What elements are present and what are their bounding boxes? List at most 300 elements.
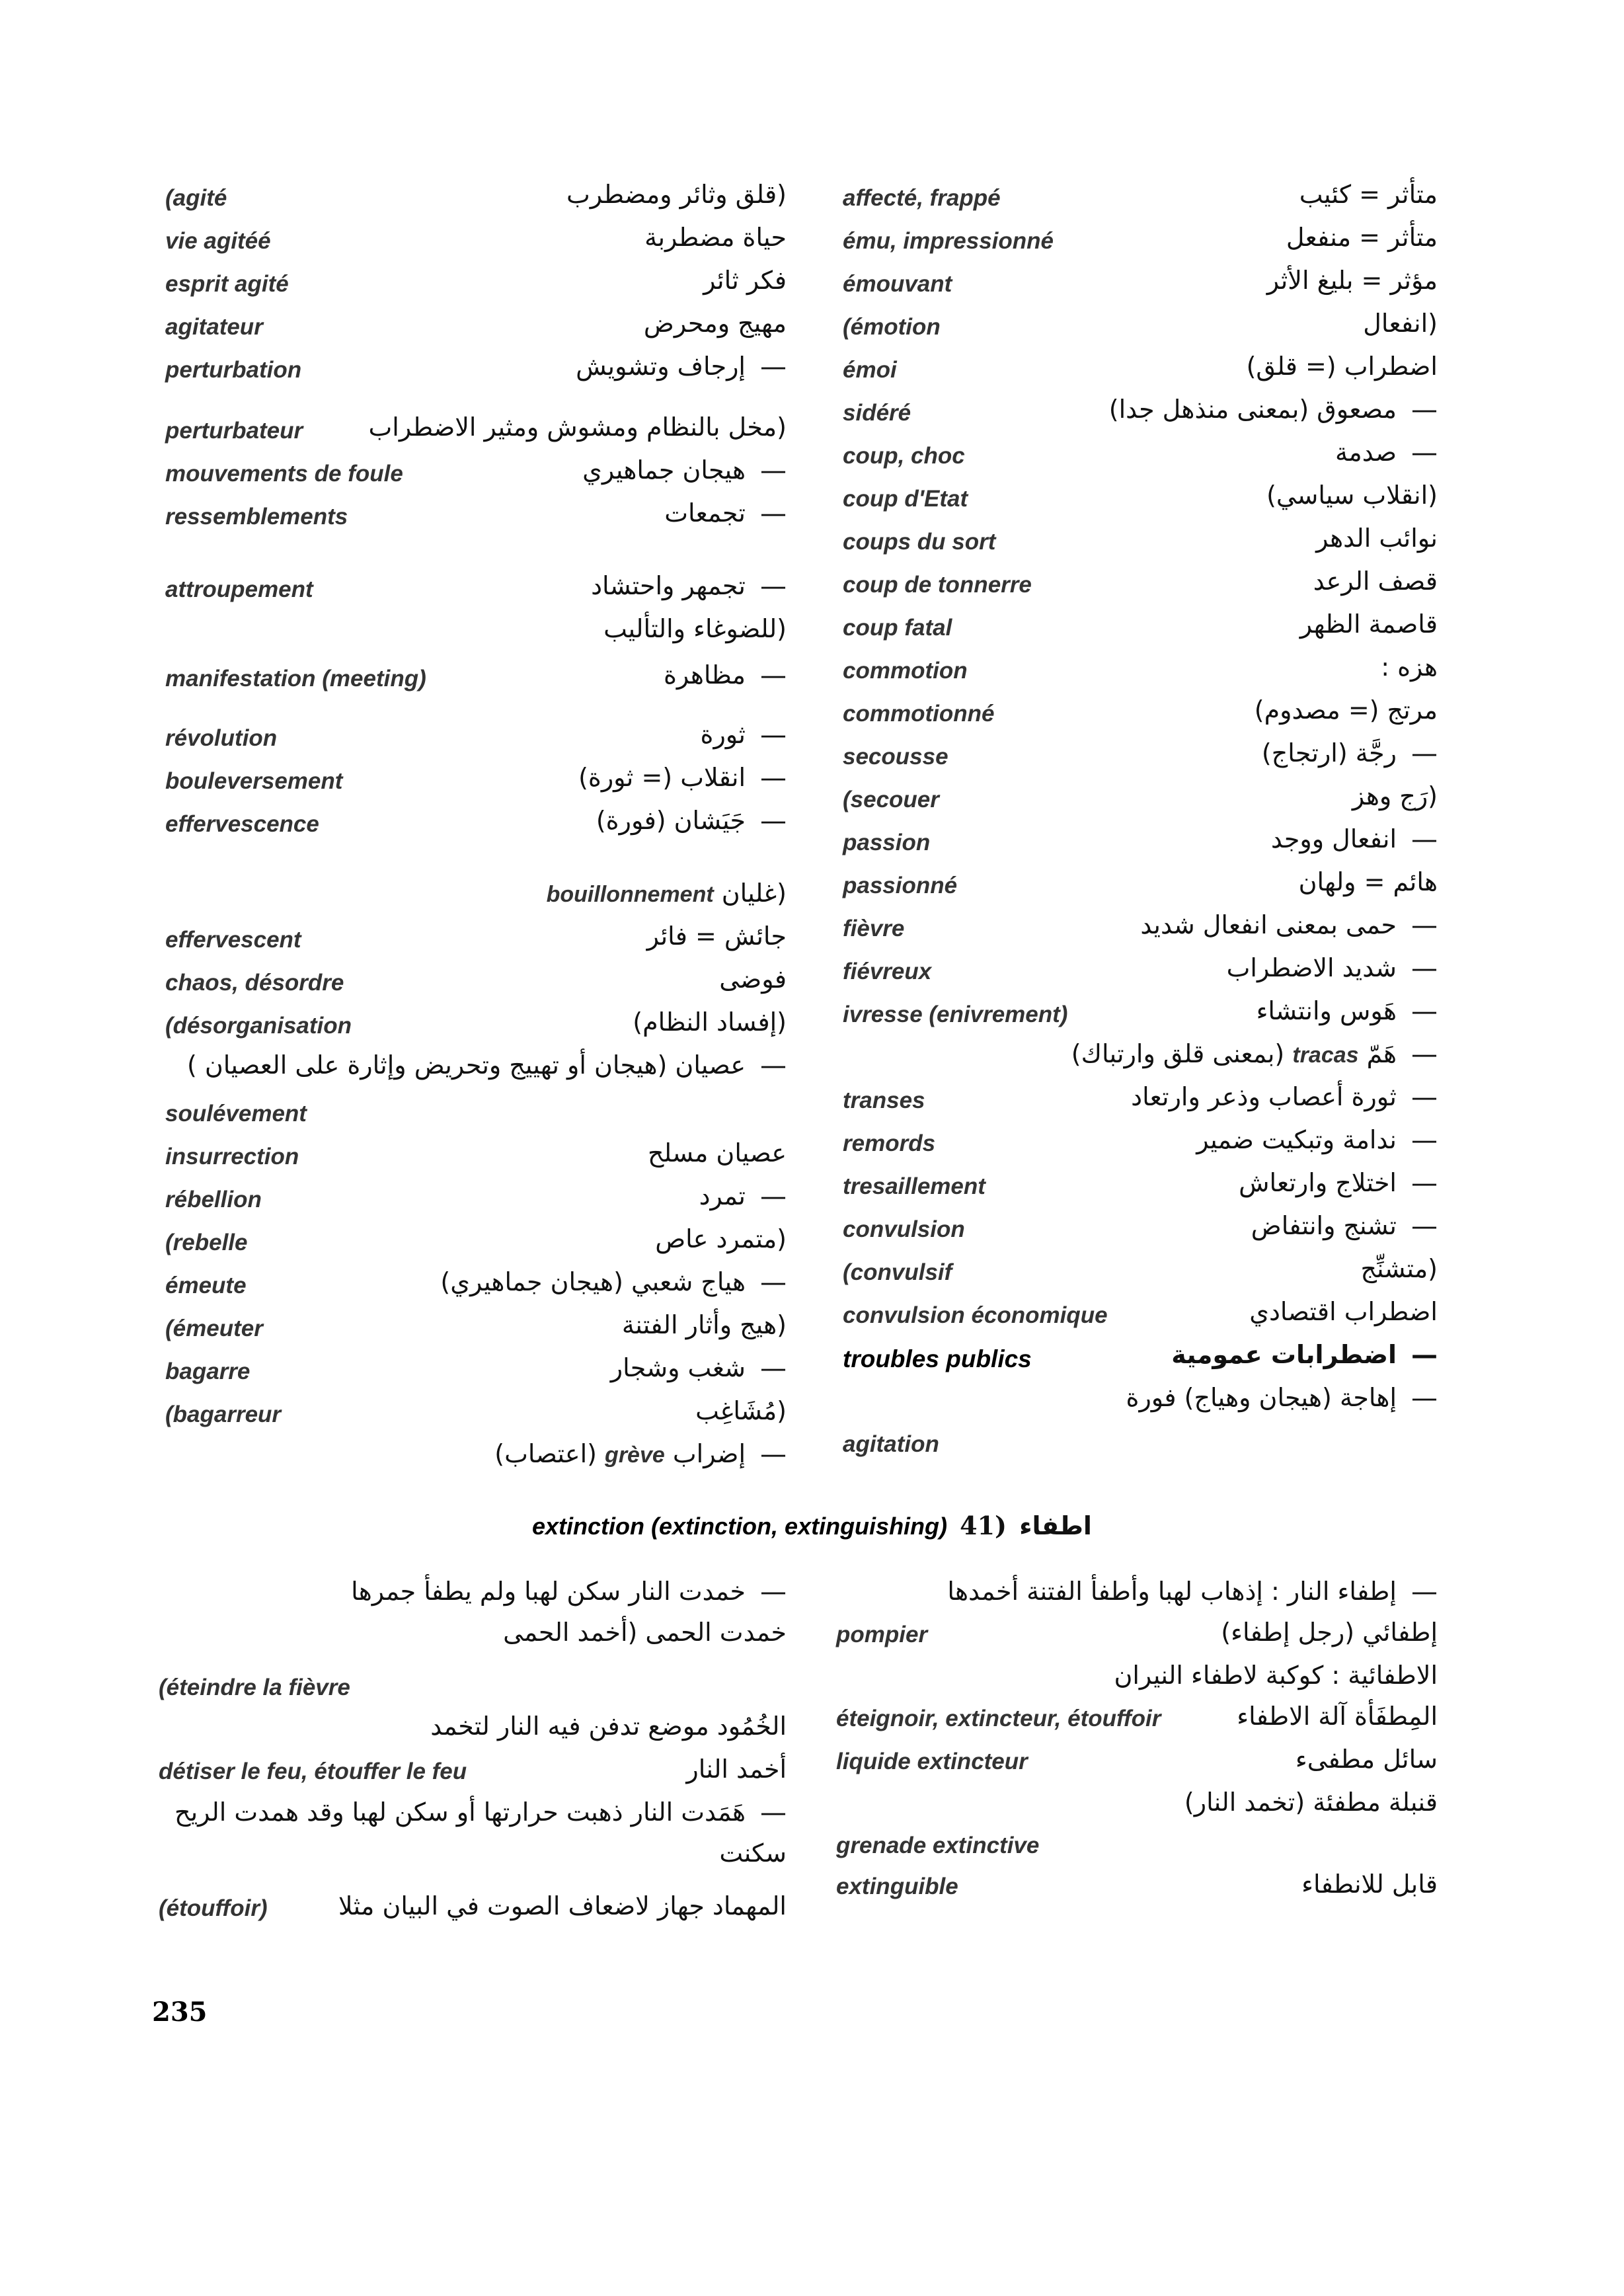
arabic-text: (انقلاب سياسي) [1266, 481, 1438, 510]
entry-row [843, 738, 1438, 781]
arabic-term [655, 1224, 787, 1253]
arabic-term [591, 571, 787, 602]
entry-dash: — [760, 1798, 787, 1828]
french-term: coup fatal [843, 615, 952, 641]
arabic-text: إهاجة (هيجان وهياج) فورة [1126, 1383, 1397, 1412]
arabic-text: (هيج وأثار الفتنة [621, 1310, 787, 1339]
entry-row [836, 1870, 1438, 1911]
french-term: coups du sort [843, 529, 996, 555]
arabic-term [430, 1712, 787, 1741]
entry-row [165, 763, 787, 806]
french-term: insurrection [165, 1144, 299, 1169]
entry-row [843, 953, 1438, 996]
entry-row [165, 1181, 787, 1224]
entry-row [159, 1618, 787, 1671]
entry-row [843, 1297, 1438, 1340]
arabic-text: ندامة وتبكيت ضمير [1196, 1125, 1397, 1154]
arabic-text: المهماد جهاز لاضعاف الصوت في البيان مثلا [338, 1891, 787, 1920]
arabic-term [1140, 910, 1438, 941]
french-term: esprit agité [165, 271, 289, 297]
french-term: chaos, désordre [165, 970, 344, 996]
arabic-text: إطفاء النار : إذهاب لهبا وأطفأ الفتنة أخمدها [947, 1577, 1397, 1606]
entry-row [843, 867, 1438, 910]
entry-row [165, 1138, 787, 1181]
arabic-text: اضطراب اقتصادي [1249, 1297, 1438, 1326]
french-term: coup d'Etat [843, 486, 968, 512]
arabic-text: مصعوق (بمعنى منذهل جدا) [1108, 395, 1397, 424]
french-term: fièvre [843, 916, 905, 941]
arabic-text: خمدت الحمى (أخمد الحمى [503, 1618, 787, 1647]
arabic-text: (انفعال [1363, 309, 1438, 338]
entry-row [836, 1661, 1438, 1702]
arabic-term [1251, 1211, 1438, 1242]
arabic-term [1301, 1870, 1438, 1899]
arabic-term [1313, 567, 1438, 596]
arabic-term [699, 1181, 787, 1212]
entry-row [159, 1798, 787, 1839]
entry-dash: — [760, 571, 787, 602]
arabic-term [440, 1267, 787, 1298]
entry-row [843, 1254, 1438, 1297]
french-term: commotion [843, 658, 968, 684]
entry-row [843, 695, 1438, 738]
arabic-text: مؤثر = بليغ الأثر [1266, 266, 1438, 295]
arabic-term [1267, 266, 1438, 295]
arabic-term [1363, 309, 1438, 338]
entry-row [165, 1050, 787, 1095]
arabic-term [1221, 1618, 1438, 1647]
arabic-term [644, 309, 787, 338]
arabic-term [503, 1618, 787, 1647]
arabic-text: الخُمُود موضع تدفن فيه النار لتخمد [430, 1712, 787, 1741]
arabic-text: إطفائي (رجل إطفاء) [1221, 1618, 1438, 1647]
arabic-term [369, 413, 787, 442]
entry-row [843, 1426, 1438, 1469]
inline-french-term: tracas [1292, 1043, 1359, 1068]
entry-row [159, 1891, 787, 1932]
arabic-term [1249, 1297, 1438, 1326]
arabic-term [1171, 1340, 1438, 1370]
entry-row [165, 1310, 787, 1353]
arabic-text: رجَّة (ارتجاج) [1261, 738, 1397, 768]
entry-row [843, 1082, 1438, 1125]
french-term: ivresse (enivrement) [843, 1002, 1068, 1027]
entry-row [165, 223, 787, 266]
arabic-text: (متمرد عاص [655, 1224, 787, 1253]
french-term: coup, choc [843, 443, 965, 469]
french-term: (bagarreur [165, 1402, 282, 1427]
french-term: troubles publics [843, 1345, 1032, 1372]
arabic-term [719, 1839, 787, 1868]
arabic-text: ثورة أعصاب وذعر وارتعاد [1131, 1082, 1397, 1111]
arabic-term [1114, 1661, 1438, 1690]
arabic-term [1316, 524, 1438, 553]
entry-row [843, 266, 1438, 309]
french-term: émeute [165, 1273, 247, 1298]
entry-dash: — [1411, 1340, 1438, 1370]
entry-row [165, 180, 787, 223]
entry-dash: — [760, 660, 787, 691]
entry-row [843, 910, 1438, 953]
french-term: soulévement [165, 1101, 307, 1127]
entry-row [843, 781, 1438, 824]
arabic-text: اضطراب (= قلق) [1246, 352, 1438, 381]
arabic-term [1360, 1254, 1438, 1283]
entry-dash: — [760, 806, 787, 836]
arabic-text: (قلق وثائر ومضطرب [566, 180, 787, 209]
arabic-term [582, 455, 787, 486]
arabic-text: خمدت النار سكن لهبا ولم يطفأ جمرها [351, 1577, 746, 1606]
arabic-text: تمرد [699, 1181, 746, 1210]
arabic-term [695, 1396, 787, 1425]
arabic-text: انفعال ووجد [1270, 824, 1397, 853]
entry-dash: — [1411, 1211, 1438, 1242]
entry-row [159, 1577, 787, 1618]
french-term: (éteindre la fièvre [159, 1675, 350, 1700]
entry-row [836, 1577, 1438, 1618]
entry-dash: — [760, 1267, 787, 1298]
french-term: (étouffoir) [159, 1895, 268, 1921]
entry-row [165, 1353, 787, 1396]
arabic-term [947, 1577, 1438, 1607]
entry-row [165, 413, 787, 455]
french-term: passionné [843, 873, 958, 898]
entry-row [843, 180, 1438, 223]
entry-row [843, 438, 1438, 481]
entry-row [165, 1095, 787, 1138]
entry-row [843, 824, 1438, 867]
entry-row [165, 498, 787, 571]
arabic-text: شغب وشجار [610, 1353, 746, 1382]
arabic-text: (للضوغاء والتأليب [603, 614, 787, 643]
entry-row [165, 614, 787, 660]
entry-dash: — [1411, 910, 1438, 941]
entry-row [165, 965, 787, 1008]
arabic-term [338, 1891, 787, 1920]
arabic-text: سكنت [719, 1839, 787, 1868]
french-term: commotionné [843, 701, 995, 727]
section-heading [0, 1511, 1624, 1550]
entry-row [836, 1788, 1438, 1829]
arabic-text: هزه : [1381, 653, 1438, 682]
french-term: attroupement [165, 576, 313, 602]
entry-dash: — [1411, 953, 1438, 984]
entry-row [159, 1839, 787, 1891]
arabic-text: قابل للانطفاء [1301, 1870, 1438, 1899]
arabic-term [1108, 395, 1438, 425]
arabic-text: (رَج وهز [1352, 781, 1438, 811]
arabic-term [596, 806, 787, 836]
arabic-term [547, 879, 787, 908]
arabic-term [1237, 1702, 1438, 1731]
arabic-text: (غليان [721, 879, 787, 908]
arabic-text: فكر ثائر [703, 266, 787, 295]
entry-dash: — [1411, 1125, 1438, 1156]
entry-row [843, 996, 1438, 1039]
french-term: vie agitéé [165, 228, 271, 254]
entry-row [843, 1039, 1438, 1082]
arabic-text: هَمَدت النار ذهبت حرارتها أو سكن لهبا وقد همدت الريح [174, 1798, 746, 1827]
entry-row [165, 571, 787, 614]
arabic-term [576, 352, 787, 382]
arabic-term [1255, 695, 1438, 725]
entry-row [836, 1829, 1438, 1870]
arabic-term [1270, 824, 1438, 855]
arabic-term [174, 1798, 787, 1828]
french-term: (émeuter [165, 1316, 263, 1341]
arabic-text: هياج شعبي (هيجان جماهيري) [440, 1267, 746, 1296]
inline-french-term: bouillonnement [546, 882, 714, 907]
french-term: bagarre [165, 1359, 251, 1384]
arabic-text: قنبلة مطفئة (تخمد النار) [1184, 1788, 1438, 1817]
arabic-tail: (اعتصاب) [494, 1439, 597, 1468]
arabic-term [1196, 1125, 1438, 1156]
entry-row [836, 1745, 1438, 1788]
entry-dash: — [1411, 1168, 1438, 1199]
entry-row [165, 806, 787, 879]
entry-row [165, 266, 787, 309]
arabic-term [633, 1008, 787, 1037]
french-term: grenade extinctive [836, 1833, 1040, 1858]
left-column [165, 180, 787, 1482]
entry-dash: — [760, 352, 787, 382]
arabic-term [1131, 1082, 1438, 1113]
french-term: mouvements de foule [165, 461, 403, 487]
arabic-text: صدمة [1335, 438, 1397, 467]
entry-row [159, 1671, 787, 1712]
arabic-term [351, 1577, 787, 1607]
arabic-text: تجمهر واحتشاد [591, 571, 746, 600]
arabic-text: متأثر = كئيب [1299, 180, 1438, 209]
arabic-term [1239, 1168, 1438, 1199]
arabic-term [186, 1050, 787, 1081]
entry-row [843, 352, 1438, 395]
entry-row [836, 1618, 1438, 1661]
french-term: effervescence [165, 811, 319, 837]
entry-dash: — [1411, 1039, 1438, 1070]
french-term: effervescent [165, 927, 301, 953]
french-term: ressemblements [165, 504, 348, 530]
arabic-term [664, 498, 787, 529]
section-heading-number: (41 [960, 1511, 1007, 1540]
french-term: (convulsif [843, 1259, 952, 1285]
entry-row [165, 1396, 787, 1439]
arabic-term [622, 1310, 787, 1339]
arabic-text: فوضى [719, 965, 787, 994]
entry-row [843, 1125, 1438, 1168]
arabic-term [700, 720, 787, 750]
arabic-text: اختلاج وارتعاش [1239, 1168, 1397, 1197]
arabic-term [1299, 180, 1438, 209]
entry-row [165, 879, 787, 922]
french-term: tresaillement [843, 1173, 986, 1199]
arabic-term [1300, 610, 1438, 639]
arabic-text: (إفساد النظام) [633, 1008, 787, 1037]
arabic-text: ثورة [700, 720, 746, 749]
arabic-text: إرجاف وتشويش [576, 352, 746, 381]
arabic-text: مهيج ومحرض [643, 309, 787, 338]
arabic-term [1335, 438, 1438, 468]
entry-row [843, 567, 1438, 610]
arabic-text: عصيان مسلح [647, 1138, 787, 1168]
entry-dash: — [1411, 1082, 1438, 1113]
arabic-term [686, 1755, 787, 1784]
arabic-text: متأثر = منفعل [1286, 223, 1438, 252]
french-term: manifestation (meeting) [165, 666, 426, 692]
entry-row [843, 395, 1438, 438]
entry-dash: — [1411, 738, 1438, 769]
left-column-2 [159, 1577, 787, 1932]
french-term: (désorganisation [165, 1013, 352, 1039]
entry-row [843, 610, 1438, 653]
entry-dash: — [1411, 824, 1438, 855]
arabic-term [603, 614, 787, 643]
french-term: secousse [843, 744, 948, 770]
french-term: éteignoir, extincteur, étouffoir [836, 1706, 1161, 1731]
arabic-term [1381, 653, 1438, 682]
arabic-term [494, 1439, 787, 1470]
french-term: ému, impressionné [843, 228, 1054, 254]
arabic-term [1295, 1745, 1438, 1774]
french-term: (agité [165, 185, 227, 211]
entry-dash: — [1411, 996, 1438, 1027]
arabic-term [610, 1353, 787, 1384]
arabic-term [663, 660, 787, 691]
entry-dash: — [760, 720, 787, 750]
arabic-text: (متشنِّج [1360, 1254, 1438, 1283]
arabic-text: هائم = ولهان [1298, 867, 1438, 896]
entry-row [165, 455, 787, 498]
arabic-text: الاطفائية : كوكبة لاطفاء النيران [1114, 1661, 1438, 1690]
french-term: émoi [843, 357, 897, 383]
french-term: convulsion économique [843, 1302, 1108, 1328]
entry-row [165, 720, 787, 763]
french-term: bouleversement [165, 768, 343, 794]
arabic-tail: (بمعنى قلق وارتباك) [1071, 1039, 1285, 1068]
arabic-term [1352, 781, 1438, 811]
entry-row [165, 1267, 787, 1310]
arabic-term [644, 223, 787, 252]
arabic-term [1256, 996, 1438, 1027]
arabic-text: مظاهرة [663, 660, 746, 690]
arabic-text: إضراب [672, 1439, 746, 1468]
entry-dash: — [760, 1181, 787, 1212]
french-term: coup de tonnerre [843, 572, 1032, 598]
entry-dash: — [760, 498, 787, 529]
arabic-term [1299, 867, 1438, 896]
arabic-term [1266, 481, 1438, 510]
arabic-term [578, 763, 787, 793]
section-heading-arabic: اطفاء [1019, 1511, 1092, 1540]
arabic-term [1286, 223, 1438, 252]
entry-row [843, 309, 1438, 352]
entry-row [165, 309, 787, 352]
arabic-text: المِطفَأة آلة الاطفاء [1237, 1702, 1438, 1731]
entry-dash: — [760, 1353, 787, 1384]
french-term: perturbateur [165, 418, 303, 444]
arabic-text: تشنج وانتفاض [1251, 1211, 1397, 1240]
french-term: sidéré [843, 400, 911, 426]
french-term: passion [843, 830, 931, 855]
arabic-text: قصف الرعد [1313, 567, 1438, 596]
arabic-text: (مخل بالنظام ومشوش ومثير الاضطراب [368, 413, 787, 442]
french-term: (émotion [843, 314, 941, 340]
french-term: détiser le feu, étouffer le feu [159, 1759, 467, 1784]
page-number: 235 [152, 1997, 208, 2028]
arabic-term [1071, 1039, 1438, 1070]
arabic-term [647, 922, 787, 951]
entry-row [836, 1702, 1438, 1745]
french-term: fiévreux [843, 959, 932, 984]
arabic-term [1226, 953, 1438, 984]
entry-dash: — [1411, 1383, 1438, 1413]
entry-dash: — [760, 1439, 787, 1470]
arabic-text: شديد الاضطراب [1226, 953, 1397, 982]
arabic-term [1126, 1383, 1438, 1413]
arabic-text: حمى بمعنى انفعال شديد [1140, 910, 1397, 939]
entry-row [159, 1755, 787, 1798]
arabic-text: هَوس وانتشاء [1256, 996, 1397, 1025]
arabic-term [719, 965, 787, 994]
french-term: agitation [843, 1431, 939, 1457]
french-term: convulsion [843, 1216, 965, 1242]
french-term: extinguible [836, 1874, 958, 1899]
arabic-term [566, 180, 787, 209]
french-term: (rebelle [165, 1230, 248, 1255]
entry-dash: — [1411, 1577, 1438, 1607]
arabic-text: (مُشَاغِب [695, 1396, 787, 1425]
entry-dash: — [760, 763, 787, 793]
arabic-text: أخمد النار [686, 1755, 787, 1784]
entry-dash: — [1411, 438, 1438, 468]
arabic-text: سائل مطفىء [1295, 1745, 1438, 1774]
french-term: perturbation [165, 357, 302, 383]
entry-dash: — [760, 1577, 787, 1607]
french-term: remords [843, 1130, 936, 1156]
arabic-text: نوائب الدهر [1316, 524, 1438, 553]
arabic-text: قاصمة الظهر [1299, 610, 1438, 639]
entry-row [843, 653, 1438, 695]
entry-dash: — [1411, 395, 1438, 425]
entry-row [843, 1340, 1438, 1383]
arabic-text: جائش = فائر [646, 922, 787, 951]
entry-row [165, 660, 787, 720]
french-term: liquide extincteur [836, 1749, 1028, 1774]
arabic-term [1184, 1788, 1438, 1817]
french-term: pompier [836, 1622, 928, 1647]
entry-dash: — [760, 1050, 787, 1081]
entry-row [165, 922, 787, 965]
arabic-term [648, 1138, 787, 1168]
section-heading-french: extinction (extinction, extinguishing) [532, 1513, 948, 1540]
french-term: émouvant [843, 271, 952, 297]
arabic-text: حياة مضطربة [644, 223, 787, 252]
french-term: (secouer [843, 787, 939, 812]
entry-row [159, 1712, 787, 1755]
inline-french-term: grève [605, 1443, 665, 1468]
arabic-text: هَمّ [1366, 1039, 1397, 1068]
entry-row [843, 481, 1438, 524]
french-term: agitateur [165, 314, 263, 340]
entry-row [165, 1439, 787, 1482]
arabic-term [703, 266, 787, 295]
arabic-term [1247, 352, 1438, 381]
french-term: révolution [165, 725, 278, 751]
arabic-text: عصيان (هيجان أو تهييج وتحريض وإثارة على العصيان ) [186, 1050, 746, 1080]
entry-row [843, 524, 1438, 567]
entry-row [165, 1224, 787, 1267]
entry-row [843, 1211, 1438, 1254]
